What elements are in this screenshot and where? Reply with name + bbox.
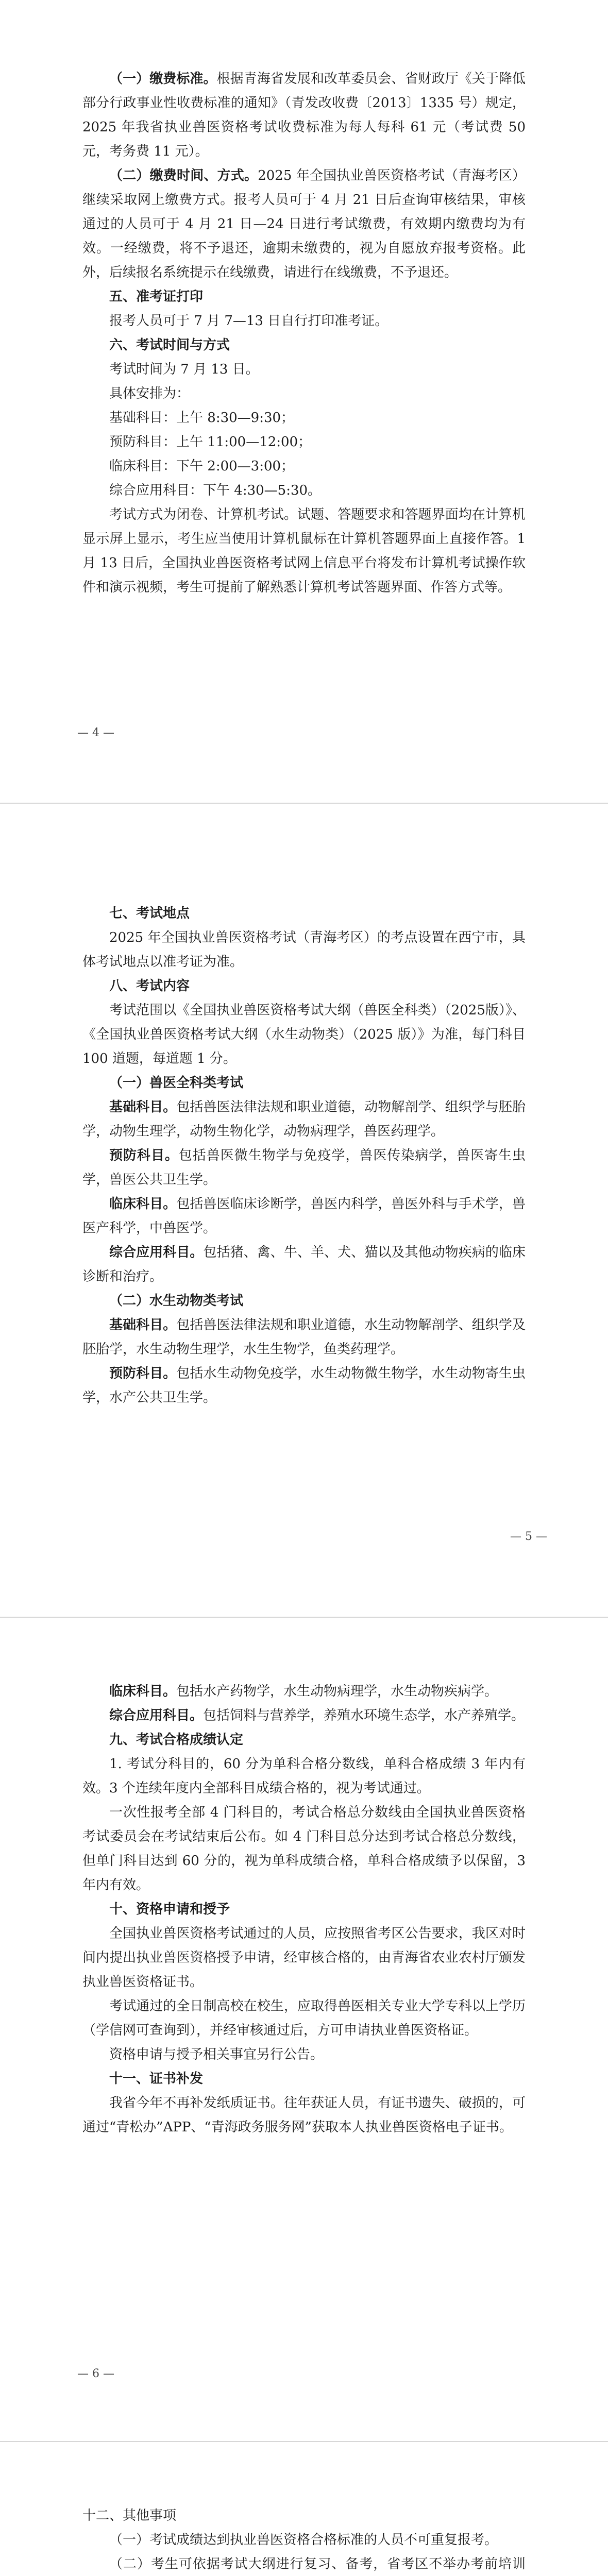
- schedule-row: 综合应用科目：下午 4:30—5:30。: [109, 483, 322, 498]
- section-12-title: 十二、其他事项: [82, 2508, 177, 2523]
- exam-date: 考试时间为 7 月 13 日。: [109, 362, 259, 377]
- section-10-para: 资格申请与授予相关事宜另行公告。: [109, 2047, 324, 2062]
- subject-paragraph: 综合应用科目。包括饲料与营养学，养殖水环境生态学，水产养殖学。: [109, 1708, 525, 1723]
- schedule-row: 基础科目：上午 8:30—9:30；: [109, 410, 295, 426]
- section-9-title: 九、考试合格成绩认定: [109, 1732, 244, 1748]
- subject-paragraph: 临床科目。包括兽医临床诊断学，兽医内科学，兽医外科与手术学，兽医产科学，中兽医学。: [82, 1196, 526, 1236]
- fee-method-paragraph: （二）缴费时间、方式。2025 年全国执业兽医资格考试（青海考区）继续采取网上缴费方式。报考人员可于 4 月 21 日后查询审核结果，审核通过的人员可于 4 月 21 日—24 日进行考试缴费，有效期内缴费均为有效。一经缴费，将不予退还，逾期未缴费的，视为自愿放弃报考资格。此外，后续报名系统提示在线缴费，请进行在线缴费，不予退还。: [82, 168, 526, 280]
- subject-paragraph: 综合应用科目。包括猪、禽、牛、羊、犬、猫以及其他动物疾病的临床诊断和治疗。: [82, 1245, 526, 1284]
- subject-paragraph: 基础科目。包括兽医法律法规和职业道德，动物解剖学、组织学与胚胎学，动物生理学，动物生物化学，动物病理学，兽医药理学。: [82, 1099, 526, 1139]
- section-10-para: 全国执业兽医资格考试通过的人员，应按照省考区公告要求，我区对时间内提出执业兽医资格授予申请，经审核合格的，由青海省农业农村厅颁发执业兽医资格证书。: [82, 1926, 526, 1990]
- subject-paragraph: 预防科目。包括水生动物免疫学，水生动物微生物学，水生动物寄生虫学，水产公共卫生学。: [82, 1366, 526, 1405]
- section-12-para: （一）考试成绩达到执业兽医资格合格标准的人员不可重复报考。: [109, 2532, 498, 2548]
- schedule-row: 预防科目：上午 11:00—12:00；: [109, 434, 312, 450]
- exam-method-text: 考试方式为闭卷、计算机考试。试题、答题要求和答题界面均在计算机显示屏上显示，考生应当使用计算机鼠标在计算机答题界面上直接作答。1 月 13 日后，全国执业兽医资格考试网上信息平台将发布计算机考试操作软件和演示视频，考生可提前了解熟悉计算机考试答题界面、作答方式等。: [82, 507, 526, 595]
- schedule-row: 临床科目：下午 2:00—3:00；: [109, 459, 295, 474]
- document-page-5: [0, 804, 608, 1618]
- fee-standard-paragraph: （一）缴费标准。根据青海省发展和改革委员会、省财政厅《关于降低部分行政事业性收费标准的通知》（青发改收费〔2013〕1335 号）规定，2025 年我省执业兽医资格考试收费标准为每人每科 61 元（考试费 50 元，考务费 11 元）。: [82, 71, 526, 159]
- section-10-title: 十、资格申请和授予: [109, 1902, 230, 1917]
- section-8-title: 八、考试内容: [109, 978, 190, 994]
- subject-paragraph: 临床科目。包括水产药物学，水生动物病理学，水生动物疾病学。: [109, 1684, 498, 1699]
- document-page-7: [0, 2442, 608, 2576]
- section-7-text: 2025 年全国执业兽医资格考试（青海考区）的考点设置在西宁市，具体考试地点以准考证为准。: [82, 930, 526, 970]
- aqua-category-title: （二）水生动物类考试: [109, 1293, 244, 1309]
- page-number: — 5 —: [510, 1530, 547, 1543]
- schedule-label: 具体安排为：: [109, 386, 190, 401]
- section-5-text: 报考人员可于 7 月 7—13 日自行打印准考证。: [109, 313, 389, 329]
- section-7-title: 七、考试地点: [109, 906, 190, 921]
- section-10-para: 考试通过的全日制高校在校生，应取得兽医相关专业大学专科以上学历（学信网可查询到），并经审核通过后，方可申请执业兽医资格证。: [82, 1998, 526, 2038]
- page-number: — 4 —: [77, 726, 114, 739]
- section-8-text: 考试范围以《全国执业兽医资格考试大纲（兽医全科类）（2025版）》、《全国执业兽医资格考试大纲（水生动物类）（2025 版）》为准，每门科目 100 道题，每道题 1 分。: [82, 1003, 526, 1066]
- section-12-para: （二）考生可依据考试大纲进行复习、备考，省考区不举办考前培训: [109, 2556, 526, 2572]
- subject-paragraph: 基础科目。包括兽医法律法规和职业道德，水生动物解剖学、组织学及胚胎学，水生动物生理学，水生生物学，鱼类药理学。: [82, 1317, 526, 1357]
- section-9-para: 一次性报考全部 4 门科目的，考试合格总分数线由全国执业兽医资格考试委员会在考试结束后公布。如 4 门科目总分达到考试合格总分数线，但单门科目达到 60 分的，视为单科成绩合格，单科合格成绩予以保留，3 年内有效。: [82, 1805, 526, 1893]
- vet-category-title: （一）兽医全科类考试: [109, 1075, 244, 1091]
- section-11-title: 十一、证书补发: [109, 2071, 204, 2087]
- section-9-para: 1. 考试分科目的，60 分为单科合格分数线，单科合格成绩 3 年内有效。3 个连续年度内全部科目成绩合格的，视为考试通过。: [82, 1756, 526, 1796]
- document-page-4: [0, 0, 608, 804]
- subject-paragraph: 预防科目。包括兽医微生物学与免疫学，兽医传染病学，兽医寄生虫学，兽医公共卫生学。: [82, 1148, 526, 1188]
- page-number: — 6 —: [77, 2367, 114, 2380]
- section-11-text: 我省今年不再补发纸质证书。往年获证人员，有证书遗失、破损的，可通过“青松办”APP、“青海政务服务网”获取本人执业兽医资格电子证书。: [82, 2095, 526, 2135]
- page5-body: [82, 902, 526, 1410]
- page6-body: [82, 1680, 526, 2140]
- page4-body: [82, 67, 526, 600]
- section-6-title: 六、考试时间与方式: [109, 337, 230, 353]
- section-5-title: 五、准考证打印: [109, 289, 204, 304]
- document-page-6: [0, 1618, 608, 2442]
- page7-body: [82, 2504, 526, 2576]
